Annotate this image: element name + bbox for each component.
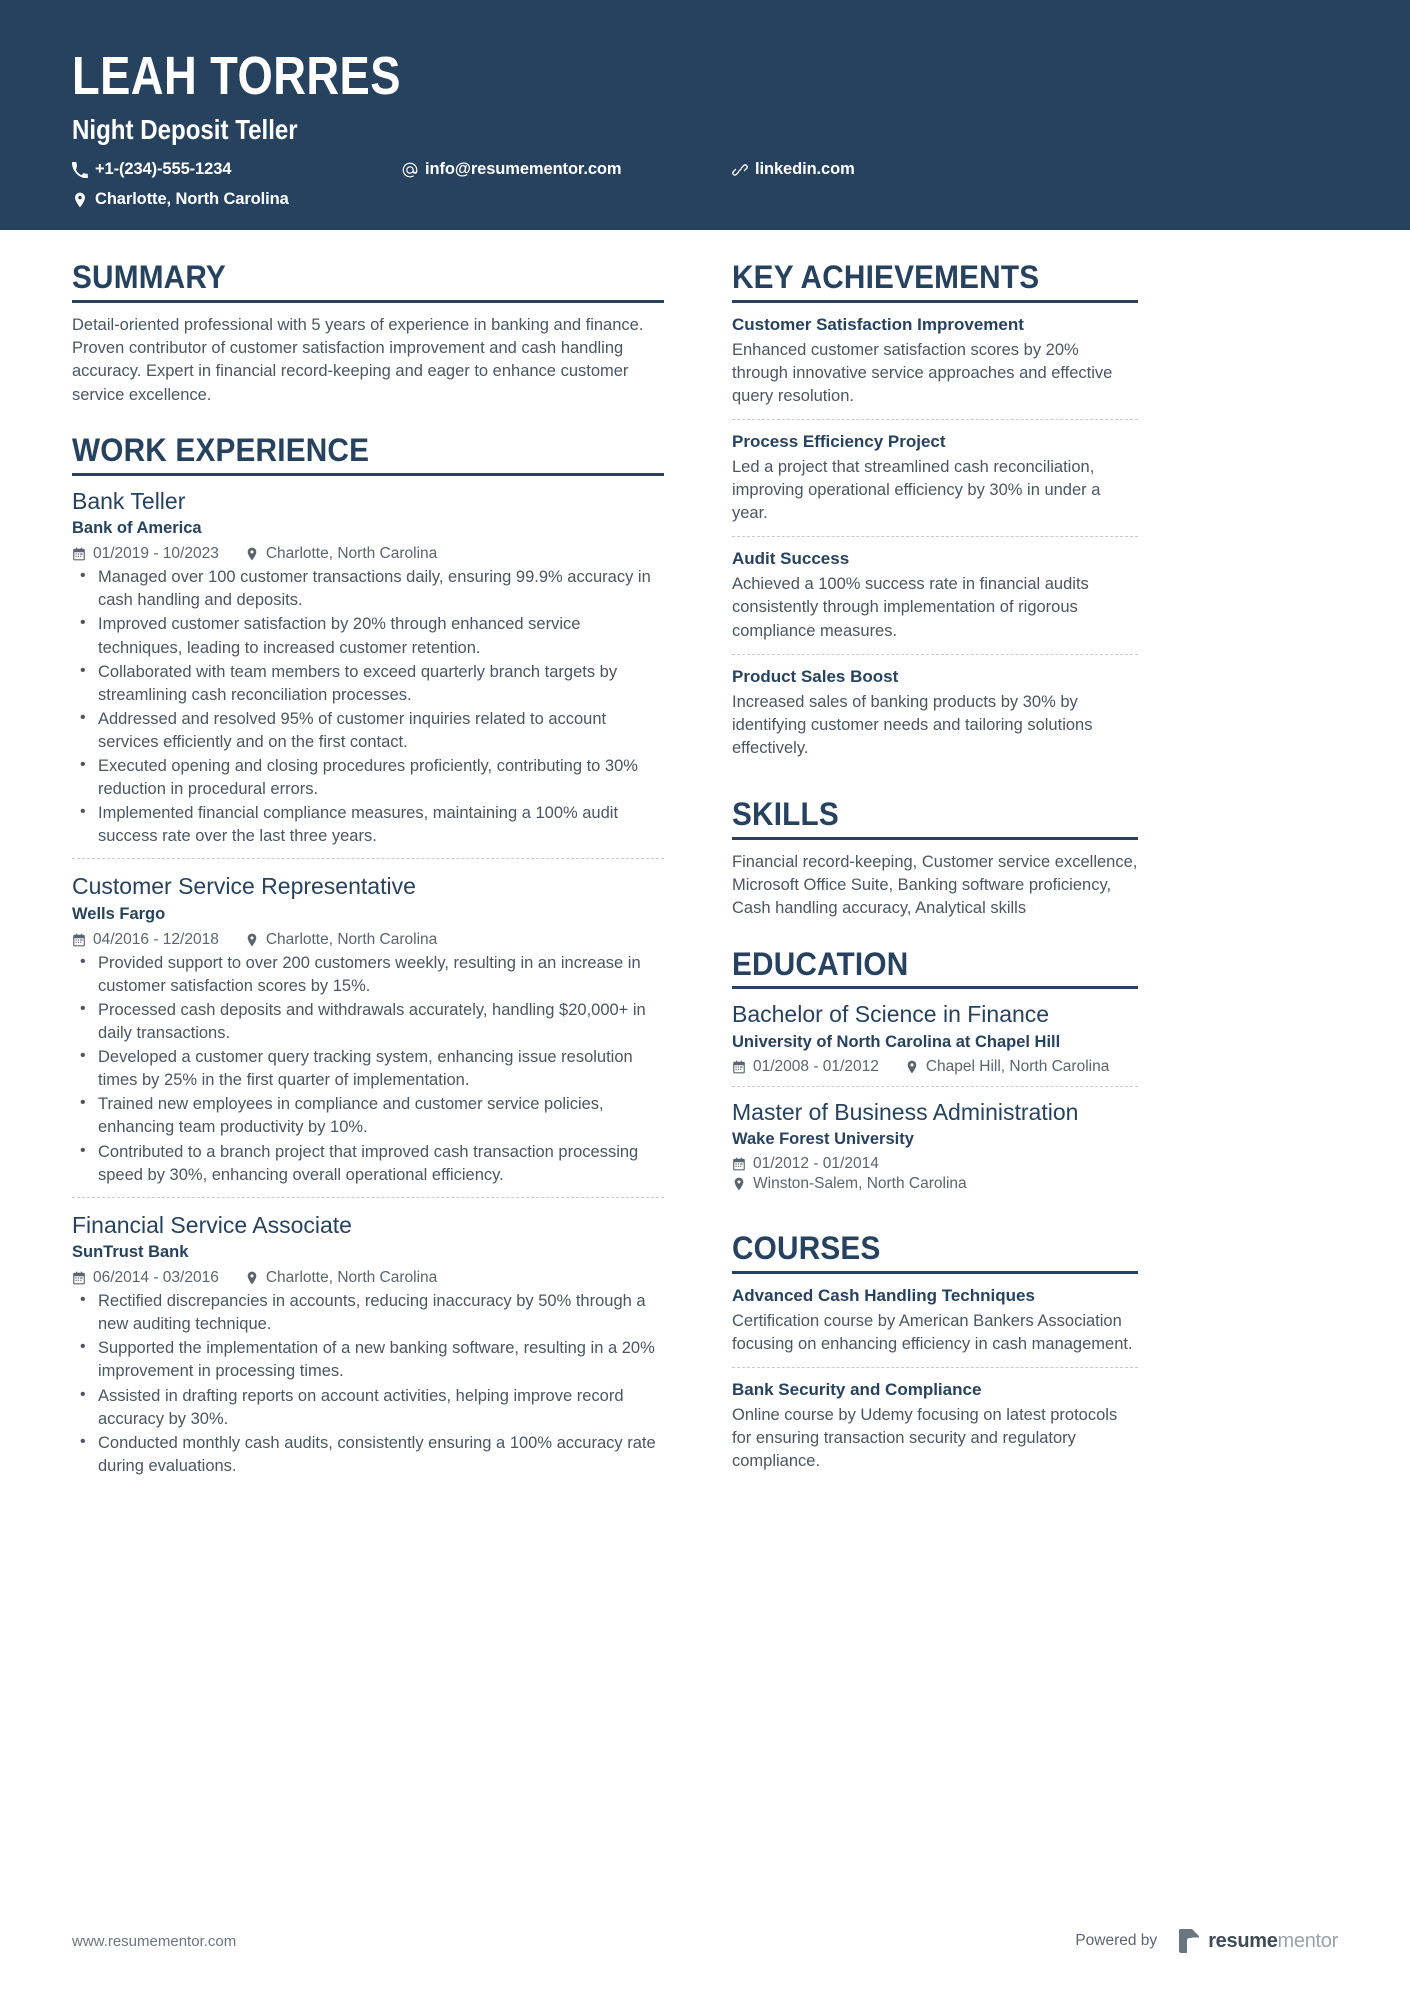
course-description: Online course by Udemy focusing on latest protocols for ensuring transaction security and regulatory compliance. bbox=[732, 1406, 1118, 1471]
brand-wordmark bbox=[1208, 1930, 1338, 1953]
job-bullets bbox=[72, 566, 664, 848]
location-icon bbox=[245, 933, 259, 947]
education-dates bbox=[732, 1058, 879, 1076]
contact-linkedin[interactable] bbox=[732, 157, 1062, 183]
job-location-text: Charlotte, North Carolina bbox=[265, 1269, 438, 1287]
education-degree: Master of Business Administration bbox=[732, 1098, 1079, 1125]
footer-brand-area bbox=[1075, 1929, 1338, 1953]
location-icon bbox=[905, 1060, 919, 1074]
achievement-title: Audit Success bbox=[732, 549, 850, 569]
course-title: Advanced Cash Handling Techniques bbox=[732, 1285, 1035, 1305]
section-heading-work-experience: WORK EXPERIENCE bbox=[72, 432, 370, 469]
page-corner-icon bbox=[1179, 1929, 1201, 1953]
calendar-icon bbox=[72, 933, 86, 947]
left-column bbox=[72, 230, 700, 1514]
contact-email-text: info@resumementor.com bbox=[425, 160, 622, 179]
education-school: University of North Carolina at Chapel Hill bbox=[732, 1032, 1061, 1051]
brand-resume: resume bbox=[1208, 1929, 1278, 1952]
email-icon bbox=[402, 162, 418, 178]
job-entry bbox=[72, 487, 664, 859]
page-title: LEAH TORRES bbox=[72, 46, 401, 106]
job-dates bbox=[72, 1269, 219, 1287]
resume-body bbox=[0, 230, 1410, 1514]
section-rule bbox=[72, 473, 664, 476]
course-item bbox=[732, 1367, 1138, 1484]
achievement-description: Enhanced customer satisfaction scores by 20% through innovative service approaches and effective query resolution. bbox=[732, 340, 1113, 405]
phone-icon bbox=[72, 162, 88, 178]
section-heading-courses: COURSES bbox=[732, 1230, 881, 1267]
job-meta bbox=[72, 1269, 664, 1287]
brand-mentor: mentor bbox=[1277, 1929, 1338, 1952]
job-dates bbox=[72, 545, 219, 563]
contact-phone-text: +1-(234)-555-1234 bbox=[95, 160, 232, 179]
location-icon bbox=[72, 192, 88, 208]
right-column bbox=[700, 230, 1138, 1514]
calendar-icon bbox=[72, 547, 86, 561]
job-bullet: • Provided support to over 200 customers weekly, resulting in an increase in customer satisfaction scores by 15%. bbox=[72, 952, 664, 998]
job-location-text: Charlotte, North Carolina bbox=[265, 930, 438, 948]
section-work-experience bbox=[72, 433, 664, 1488]
job-bullet: • Contributed to a branch project that improved cash transaction processing speed by 30%, enhancing overall operational efficiency. bbox=[72, 1141, 664, 1187]
powered-by-label: Powered by bbox=[1075, 1932, 1158, 1949]
job-bullet: • Developed a customer query tracking system, enhancing issue resolution times by 25% in the first quarter of implementation. bbox=[72, 1046, 664, 1092]
job-role: Customer Service Representative bbox=[72, 873, 416, 900]
summary-text: Detail-oriented professional with 5 years of experience in banking and finance. Proven contributor of customer satisfaction improvement and cash handling accuracy. Expert in financial record-keeping and eager to enhance customer service excellence. bbox=[72, 315, 644, 404]
education-item bbox=[732, 1000, 1138, 1085]
achievement-item bbox=[732, 536, 1138, 653]
section-skills bbox=[732, 797, 1138, 921]
job-bullets bbox=[72, 952, 664, 1187]
job-company: Wells Fargo bbox=[72, 904, 166, 923]
contact-linkedin-text: linkedin.com bbox=[755, 160, 855, 179]
achievement-item bbox=[732, 419, 1138, 536]
section-heading-education: EDUCATION bbox=[732, 945, 909, 982]
section-heading-summary: SUMMARY bbox=[72, 259, 226, 295]
education-dates-text: 01/2012 - 01/2014 bbox=[753, 1155, 879, 1173]
link-icon bbox=[732, 162, 748, 178]
section-summary bbox=[72, 260, 664, 407]
resume-header bbox=[0, 0, 1410, 230]
section-rule bbox=[732, 986, 1138, 989]
job-entry bbox=[72, 858, 664, 1196]
job-bullet: • Improved customer satisfaction by 20% through enhanced service techniques, leading to increased customer retention. bbox=[72, 613, 664, 659]
job-dates-text: 04/2016 - 12/2018 bbox=[93, 930, 219, 948]
job-dates bbox=[72, 931, 219, 949]
job-bullet: • Addressed and resolved 95% of customer inquiries related to account services efficiently and on the first contact. bbox=[72, 708, 664, 754]
course-item bbox=[732, 1285, 1138, 1367]
achievement-title: Process Efficiency Project bbox=[732, 431, 946, 451]
education-dates bbox=[732, 1155, 1138, 1173]
contact-email[interactable] bbox=[402, 157, 732, 183]
section-rule bbox=[732, 300, 1138, 303]
education-location-text: Chapel Hill, North Carolina bbox=[925, 1057, 1110, 1075]
job-bullet: • Implemented financial compliance measures, maintaining a 100% audit success rate over the last three years. bbox=[72, 802, 664, 848]
section-education bbox=[732, 947, 1138, 1205]
job-entry bbox=[72, 1197, 664, 1488]
job-meta bbox=[72, 545, 664, 563]
job-bullet: • Conducted monthly cash audits, consistently ensuring a 100% accuracy rate during evaluations. bbox=[72, 1432, 664, 1478]
education-degree: Bachelor of Science in Finance bbox=[732, 1001, 1050, 1028]
achievement-title: Product Sales Boost bbox=[732, 666, 899, 686]
education-dates-text: 01/2008 - 01/2012 bbox=[753, 1057, 879, 1075]
section-heading-skills: SKILLS bbox=[732, 796, 839, 833]
achievement-description: Achieved a 100% success rate in financial audits consistently through implementation of rigorous compliance measures. bbox=[732, 575, 1089, 640]
job-bullets bbox=[72, 1290, 664, 1478]
location-icon bbox=[245, 547, 259, 561]
job-location bbox=[245, 931, 437, 949]
job-location bbox=[245, 545, 437, 563]
job-dates-text: 01/2019 - 10/2023 bbox=[93, 545, 219, 563]
education-item bbox=[732, 1086, 1138, 1205]
location-icon bbox=[245, 1271, 259, 1285]
section-courses bbox=[732, 1231, 1138, 1484]
job-meta bbox=[72, 931, 664, 949]
job-bullet: • Managed over 100 customer transactions daily, ensuring 99.9% accuracy in cash handling and deposits. bbox=[72, 566, 664, 612]
job-bullet: • Supported the implementation of a new banking software, resulting in a 20% improvement in processing times. bbox=[72, 1337, 664, 1383]
achievement-title: Customer Satisfaction Improvement bbox=[732, 314, 1024, 334]
course-title: Bank Security and Compliance bbox=[732, 1380, 982, 1400]
job-bullet: • Assisted in drafting reports on account activities, helping improve record accuracy by 30%. bbox=[72, 1385, 664, 1431]
education-location bbox=[732, 1175, 1138, 1193]
job-location bbox=[245, 1269, 437, 1287]
contact-row bbox=[72, 157, 1102, 213]
section-rule bbox=[732, 1271, 1138, 1274]
job-bullet: • Collaborated with team members to exceed quarterly branch targets by streamlining cash reconciliation processes. bbox=[72, 661, 664, 707]
job-bullet: • Executed opening and closing procedures proficiently, contributing to 30% reduction in procedural errors. bbox=[72, 755, 664, 801]
calendar-icon bbox=[732, 1060, 746, 1074]
contact-location bbox=[72, 187, 402, 213]
education-location-text: Winston-Salem, North Carolina bbox=[753, 1175, 967, 1193]
calendar-icon bbox=[732, 1157, 746, 1171]
contact-location-text: Charlotte, North Carolina bbox=[95, 190, 289, 209]
job-bullet: • Rectified discrepancies in accounts, reducing inaccuracy by 50% through a new auditing technique. bbox=[72, 1290, 664, 1336]
resume-footer bbox=[0, 1929, 1410, 1953]
contact-phone[interactable] bbox=[72, 157, 402, 183]
footer-url[interactable]: www.resumementor.com bbox=[72, 1932, 237, 1950]
achievement-item bbox=[732, 314, 1138, 419]
calendar-icon bbox=[72, 1271, 86, 1285]
education-meta bbox=[732, 1058, 1138, 1076]
job-role: Bank Teller bbox=[72, 487, 186, 514]
job-company: Bank of America bbox=[72, 519, 202, 538]
job-title: Night Deposit Teller bbox=[72, 113, 298, 145]
job-bullet: • Processed cash deposits and withdrawals accurately, handling $20,000+ in daily transactions. bbox=[72, 999, 664, 1045]
education-school: Wake Forest University bbox=[732, 1130, 914, 1149]
achievement-description: Led a project that streamlined cash reconciliation, improving operational efficiency by 30% in under a year. bbox=[732, 458, 1101, 523]
achievement-description: Increased sales of banking products by 30% by identifying customer needs and tailoring solutions effectively. bbox=[732, 692, 1093, 757]
education-location bbox=[905, 1058, 1110, 1076]
education-meta bbox=[732, 1155, 1138, 1193]
job-role: Financial Service Associate bbox=[72, 1211, 352, 1238]
achievement-item bbox=[732, 654, 1138, 771]
section-key-achievements bbox=[732, 260, 1138, 771]
skills-text: Financial record-keeping, Customer service excellence, Microsoft Office Suite, Banking software proficiency, Cash handling accuracy, Analytical skills bbox=[732, 852, 1138, 918]
job-dates-text: 06/2014 - 03/2016 bbox=[93, 1269, 219, 1287]
section-rule bbox=[72, 300, 664, 303]
section-heading-key-achievements: KEY ACHIEVEMENTS bbox=[732, 259, 1040, 295]
job-bullet: • Trained new employees in compliance and customer service policies, enhancing team productivity by 10%. bbox=[72, 1093, 664, 1139]
course-description: Certification course by American Bankers Association focusing on enhancing efficiency in cash management. bbox=[732, 1311, 1133, 1354]
section-rule bbox=[732, 837, 1138, 840]
location-icon bbox=[732, 1177, 746, 1191]
job-location-text: Charlotte, North Carolina bbox=[265, 545, 438, 563]
job-company: SunTrust Bank bbox=[72, 1243, 189, 1262]
resumementor-logo bbox=[1179, 1929, 1338, 1953]
